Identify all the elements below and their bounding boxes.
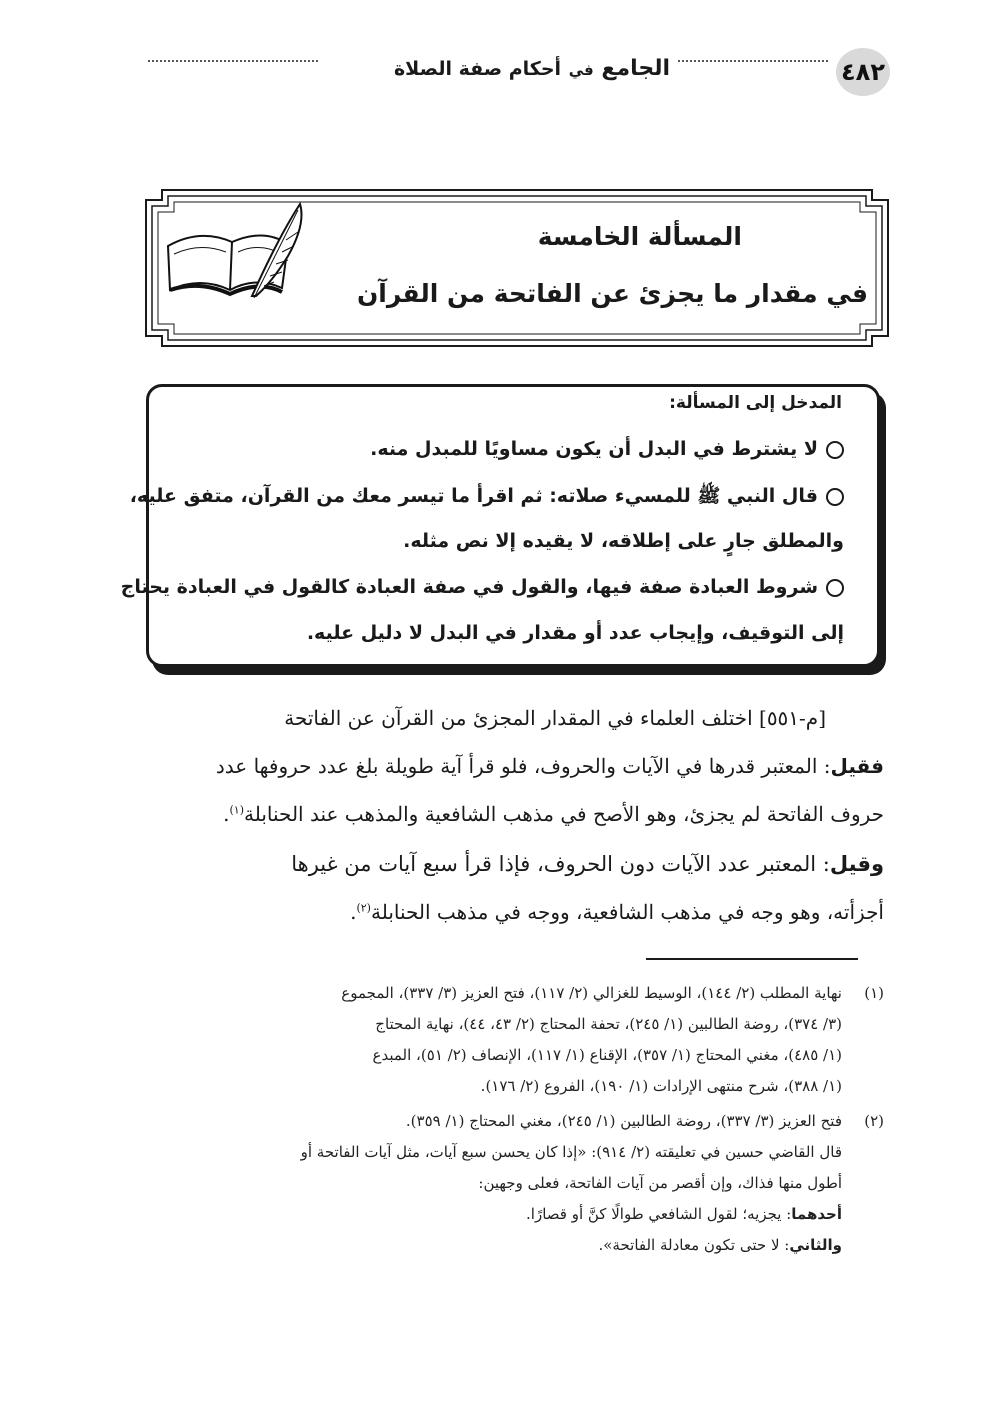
footnote-1-line-1: نهاية المطلب (٢/ ١٤٤)، الوسيط للغزالي (٢/ ١١٧)، فتح العزيز (٣/ ٣٣٧)، المجموع <box>341 984 842 1002</box>
footnote-2-second-label: والثاني <box>789 1236 842 1254</box>
entry-heading: المدخل إلى المسألة: <box>669 393 842 413</box>
footnote-2-first-label: أحدهما <box>791 1205 842 1223</box>
circle-bullet-icon <box>826 579 844 597</box>
body-line-5-end: . <box>350 900 357 924</box>
body-line-3 <box>223 802 884 826</box>
footnote-1-line-2: (٣/ ٣٧٤)، روضة الطالبين (١/ ٢٤٥)، تحفة المحتاج (٢/ ٤٣، ٤٤)، نهاية المحتاج <box>375 1015 842 1033</box>
footnote-2-number: (٢) <box>864 1112 884 1130</box>
entry-point-1-text: لا يشترط في البدل أن يكون مساويًا للمبدل منه. <box>370 438 818 460</box>
body-line-3-text: حروف الفاتحة لم يجزئ، وهو الأصح في مذهب الشافعية والمذهب عند الحنابلة <box>244 802 884 826</box>
body-line-2-label: فقيل <box>830 754 884 778</box>
footnote-2-line-5 <box>598 1236 842 1254</box>
footnote-2-line-2: قال القاضي حسين في تعليقته (٢/ ٩١٤): «إذا كان يحسن سبع آيات، مثل آيات الفاتحة أو <box>300 1143 842 1161</box>
entry-point-3 <box>121 576 844 598</box>
body-line-5 <box>350 900 884 924</box>
entry-point-3-text: شروط العبادة صفة فيها، والقول في صفة العبادة كالقول في العبادة يحتاج <box>120 576 818 598</box>
body-line-1: [م-٥٥١] اختلف العلماء في المقدار المجزئ من القرآن عن الفاتحة <box>284 706 826 730</box>
circle-bullet-icon <box>826 441 844 459</box>
body-line-2-text: : المعتبر قدرها في الآيات والحروف، فلو قرأ آية طويلة بلغ عدد حروفها عدد <box>215 754 831 778</box>
entry-point-2-text: قال النبي ﷺ للمسيء صلاته: ثم اقرأ ما تيسر معك من القرآن، متفق عليه، <box>129 485 818 507</box>
footnote-2-line-3: أطول منها فذاك، وإن أقصر من آيات الفاتحة، فعلى وجهين: <box>478 1174 842 1192</box>
footnote-ref-1[interactable]: (١) <box>229 803 244 817</box>
entry-point-3-cont: إلى التوقيف، وإيجاب عدد أو مقدار في البدل لا دليل عليه. <box>306 622 844 644</box>
header-dotted-rule-right <box>678 60 828 62</box>
body-line-4-label: وقيل <box>829 852 884 876</box>
entry-point-2-cont: والمطلق جارٍ على إطلاقه، لا يقيده إلا نص مثله. <box>403 530 844 552</box>
entry-point-1 <box>370 438 844 460</box>
page-header <box>0 0 1004 110</box>
footnote-2-line-1: فتح العزيز (٣/ ٣٣٧)، روضة الطالبين (١/ ٢٤٥)، مغني المحتاج (١/ ٣٥٩). <box>405 1112 842 1130</box>
page-number: ٤٨٢ <box>836 48 890 96</box>
book-and-quill-icon <box>160 198 310 308</box>
body-line-5-text: أجزأته، وهو وجه في مذهب الشافعية، ووجه في مذهب الحنابلة <box>370 900 884 924</box>
masala-title: المسألة الخامسة <box>537 222 742 251</box>
footnote-1-number: (١) <box>864 984 884 1002</box>
running-title-rest: أحكام صفة الصلاة <box>393 58 562 80</box>
entry-point-2 <box>130 484 844 512</box>
running-title <box>394 56 670 81</box>
body-line-4-text: : المعتبر عدد الآيات دون الحروف، فإذا قرأ سبع آيات من غيرها <box>291 852 830 876</box>
body-line-4 <box>291 852 884 876</box>
masala-subtitle: في مقدار ما يجزئ عن الفاتحة من القرآن <box>356 279 868 308</box>
footnote-separator <box>646 958 858 960</box>
body-line-3-end: . <box>223 802 230 826</box>
body-line-2 <box>216 754 884 778</box>
running-title-main: الجامع <box>601 56 670 81</box>
footnote-1-line-3: (١/ ٤٨٥)، مغني المحتاج (١/ ٣٥٧)، الإقناع (١/ ١١٧)، الإنصاف (٢/ ٥١)، المبدع <box>372 1046 842 1064</box>
circle-bullet-icon <box>826 488 844 506</box>
footnote-ref-2[interactable]: (٢) <box>356 901 371 915</box>
footnote-2-line-4 <box>526 1205 842 1223</box>
footnote-1-line-4: (١/ ٣٨٨)، شرح منتهى الإرادات (١/ ١٩٠)، الفروع (٢/ ١٧٦). <box>480 1077 842 1095</box>
running-title-mid: في <box>568 61 594 79</box>
footnote-2-second-text: : لا حتى تكون معادلة الفاتحة». <box>598 1236 790 1254</box>
footnote-2-first-text: : يجزيه؛ لقول الشافعي طوالًا كنَّ أو قصارًا. <box>526 1205 792 1223</box>
header-dotted-rule-left <box>148 60 318 62</box>
